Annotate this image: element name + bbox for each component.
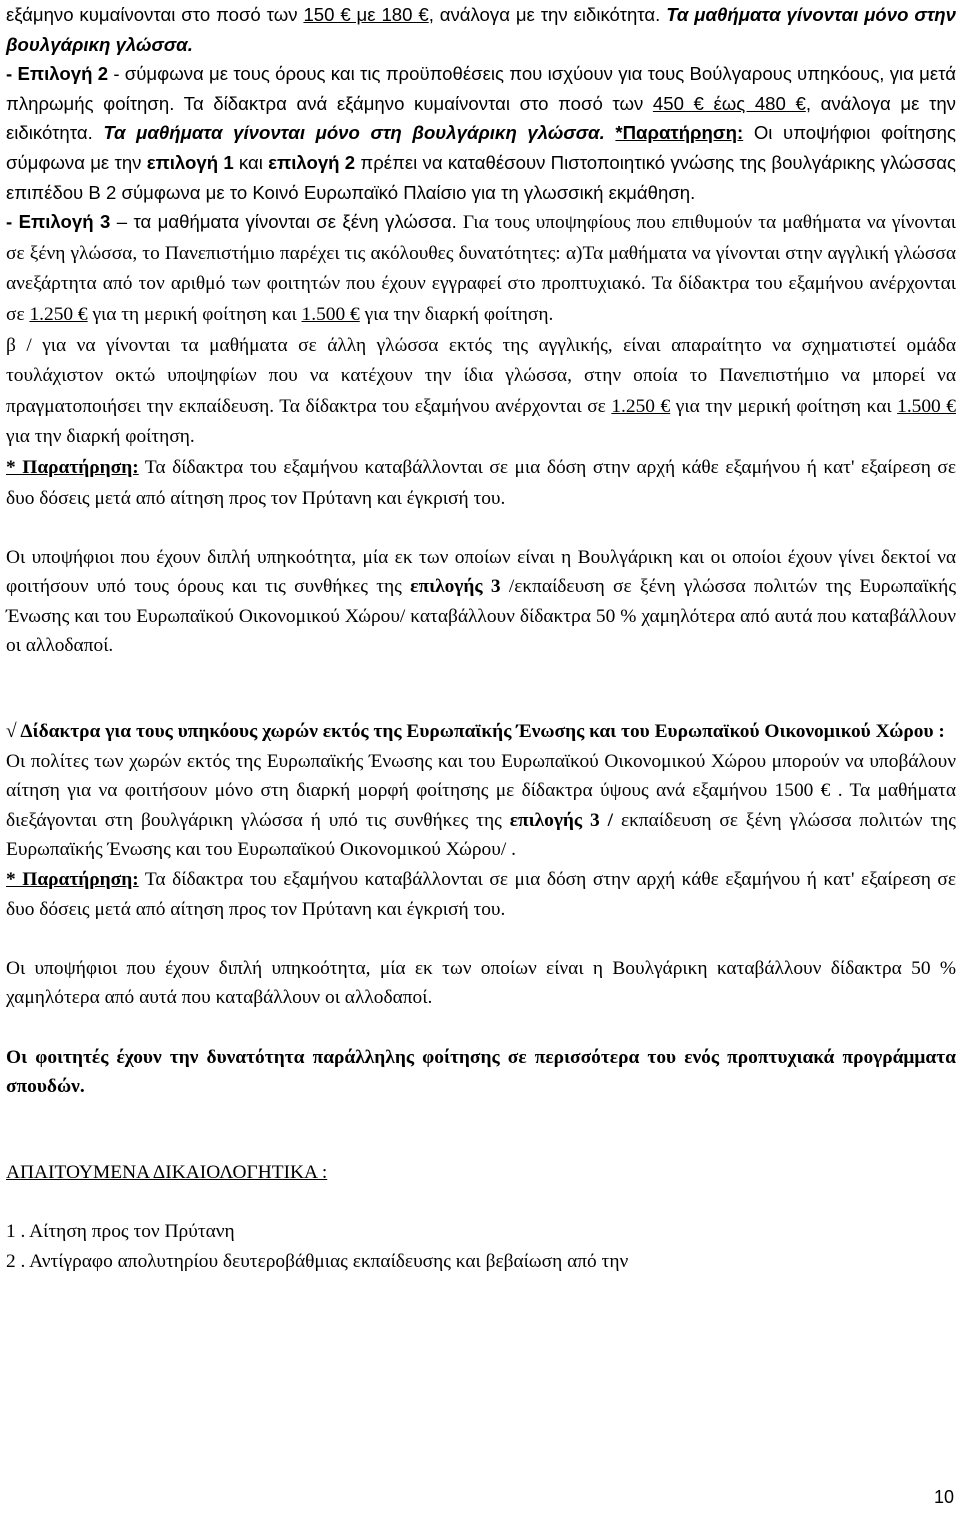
spacer (6, 924, 956, 954)
spacer (6, 1013, 956, 1043)
text-run: Οι υποψήφιοι φοίτησης σύμφωνα με την (6, 122, 956, 173)
list-item: 2 . Αντίγραφο απολυτηρίου δευτεροβάθμιας εκπαίδευσης και βεβαίωση από την (6, 1250, 629, 1272)
page-number: 10 (933, 1487, 954, 1507)
option3-details: Για τους υποψηφίους που επιθυμούν τα μαθήματα να γίνονται σε ξένη γλώσσα, το Πανεπιστήμιο παρέχει τις ακόλουθες δυνατότητες: α)Τα μαθήματα να γίνονται στην αγγλική γλώσσα ανεξάρτητα από τον αριθμό των φοιτητών που έχουν εγγραφεί στο προπτυχιακό. Τα δίδακτρα του εξαμήνου ανέρχονται σε (6, 212, 957, 325)
text-run: , ανάλογα με την ειδικότητα. (6, 92, 956, 144)
option3-label: - Επιλογή 3 (6, 211, 111, 233)
text-run: , ανάλογα με την ειδικότητα. (428, 4, 667, 25)
option3-ref: επιλογής 3 / (509, 809, 614, 831)
text-run: Οι φοιτητές έχουν την δυνατότητα παράλληλης φοίτησης σε περισσότερα του ενός προπτυχιακά προγράμματα σπουδών. (6, 1046, 956, 1098)
non-eu-fees-paragraph (6, 717, 956, 924)
fee-part-time: 1.250 € (29, 303, 88, 325)
documents-list (6, 1217, 956, 1276)
fee-full-time: 1.500 € (897, 395, 956, 417)
option2-text: - σύμφωνα με τους όρους και τις προϋποθέσεις που ισχύουν για τους Βούλγαρους υπηκόους, για μετά πληρωμής φοίτηση. Τα δίδακτρα ανά εξάμηνο κυμαίνονται στο ποσό των (6, 63, 956, 114)
language-note-option2: Τα μαθήματα γίνονται μόνο στη βουλγάρικη γλώσσα. (103, 122, 605, 144)
text-run: για την διαρκή φοίτηση. (6, 426, 195, 448)
text-run: και (233, 151, 269, 173)
document-page (6, 0, 956, 1276)
text-run: Οι υποψήφιοι που έχουν διπλή υπηκοότητα, μία εκ των οποίων είναι η Βουλγάρικη καταβάλλουν δίδακτρα 50 % χαμηλότερα από αυτά που καταβάλλουν οι αλλοδαποί. (6, 957, 956, 1009)
fee-full-time: 1.500 € (301, 303, 360, 325)
option2-ref: επιλογή 2 (268, 151, 356, 173)
text-run: για την διαρκή φοίτηση. (359, 303, 554, 325)
note-label: *Παρατήρηση: (615, 122, 744, 144)
spacer (6, 1187, 956, 1217)
text-run: Οι πολίτες των χωρών εκτός της Ευρωπαϊκής Ένωσης και του Ευρωπαϊκού Οικονομικού Χώρου μπορούν να υποβάλουν αίτηση για να φοιτήσουν μόνο στη διαρκή μορφή φοίτησης με δίδακτρα ύψους ανά εξαμήνου 1500 € . Τα μαθήματα διεξάγονται στη βουλγάρικη γλώσσα ή υπό τις συνθήκες της (6, 750, 956, 831)
spacer (6, 1102, 956, 1158)
spacer (6, 661, 956, 717)
option1-ref: επιλογή 1 (146, 151, 234, 173)
option2-label: - Επιλογή 2 (6, 63, 109, 85)
list-item: 1 . Αίτηση προς τον Πρύτανη (6, 1220, 235, 1242)
text-run: για την μερική φοίτηση και (670, 395, 898, 417)
parallel-study-note (6, 1043, 956, 1102)
note-label: * Παρατήρηση: (6, 869, 139, 891)
dual-citizenship-note (6, 954, 956, 1013)
fees-options-paragraph (6, 0, 956, 513)
note-text: Τα δίδακτρα του εξαμήνου καταβάλλονται σε μια δόση στην αρχή κάθε εξαμήνου ή κατ' εξαίρεση σε δυο δόσεις μετά από αίτηση προς τον Πρύτανη και έγκρισή του. (6, 456, 956, 509)
language-note-option1: Τα μαθήματα γίνονται μόνο στην βουλγάρικη γλώσσα. (6, 4, 956, 55)
text-run: Οι υποψήφιοι που έχουν διπλή υπηκοότητα, μία εκ των οποίων είναι η Βουλγάρικη και οι οποίοι έχουν γίνει δεκτοί να φοιτήσουν υπό τους όρους και τις συνθήκες της (6, 546, 956, 598)
required-documents-section (6, 1158, 956, 1188)
section-heading: √ Δίδακτρα για τους υπηκόους χωρών εκτός της Ευρωπαϊκής Ένωσης και του Ευρωπαϊκού Οικονομικού Χώρου : (6, 721, 945, 743)
text-run: /εκπαίδευση σε ξένη γλώσσα πολιτών της Ευρωπαϊκής Ένωσης και του Ευρωπαϊκού Οικονομικού Χώρου/ καταβάλλουν δίδακτρα 50 % χαμηλότερα από αυτά που καταβάλλουν οι αλλοδαποί. (6, 576, 957, 657)
dual-citizenship-paragraph (6, 543, 956, 661)
fee-range-option1: 150 € με 180 € (303, 4, 429, 25)
fee-part-time: 1.250 € (611, 395, 671, 417)
section-heading: ΑΠΑΙΤΟΥΜΕΝΑ ΔΙΚΑΙΟΛΟΓΗΤΙΚΑ : (6, 1161, 328, 1183)
note-label: * Παρατήρηση: (6, 456, 139, 478)
text-run: εξάμηνο κυμαίνονται στο ποσό των (6, 4, 304, 25)
note-text: Τα δίδακτρα του εξαμήνου καταβάλλονται σε μια δόση στην αρχή κάθε εξαμήνου ή κατ' εξαίρεση σε δυο δόσεις μετά από αίτηση προς τον Πρύτανη και έγκρισή του. (6, 869, 956, 920)
text-run: πρέπει να καταθέσουν Πιστοποιητικό γνώσης της βουλγάρικης γλώσσας επιπέδου Β 2 σύμφωνα με το Κοινό Ευρωπαϊκό Πλαίσιο για τη γλωσσική εκμάθηση. (6, 151, 956, 203)
fee-range-option2: 450 € έως 480 € (652, 92, 806, 114)
text-run: εκπαίδευση σε ξένη γλώσσα πολιτών της Ευρωπαϊκής Ένωσης και του Ευρωπαϊκού Οικονομικού Χώρου/ . (6, 809, 956, 861)
option-beta-text: β / για να γίνονται τα μαθήματα σε άλλη γλώσσα εκτός της αγγλικής, είναι απαραίτητο να σχηματιστεί ομάδα τουλάχιστον οκτώ υποψηφίων που να κατέχουν την ίδια γλώσσα, στην οποία το Πανεπιστήμιο να μπορεί να πραγματοποιήσει την εκπαίδευση. Τα δίδακτρα του εξαμήνου ανέρχονται σε (6, 334, 956, 417)
option3-ref: επιλογής 3 (410, 576, 501, 598)
spacer (6, 513, 956, 543)
option3-text: – τα μαθήματα γίνονται σε ξένη γλώσσα. (110, 211, 457, 233)
text-run: για τη μερική φοίτηση και (87, 303, 302, 325)
